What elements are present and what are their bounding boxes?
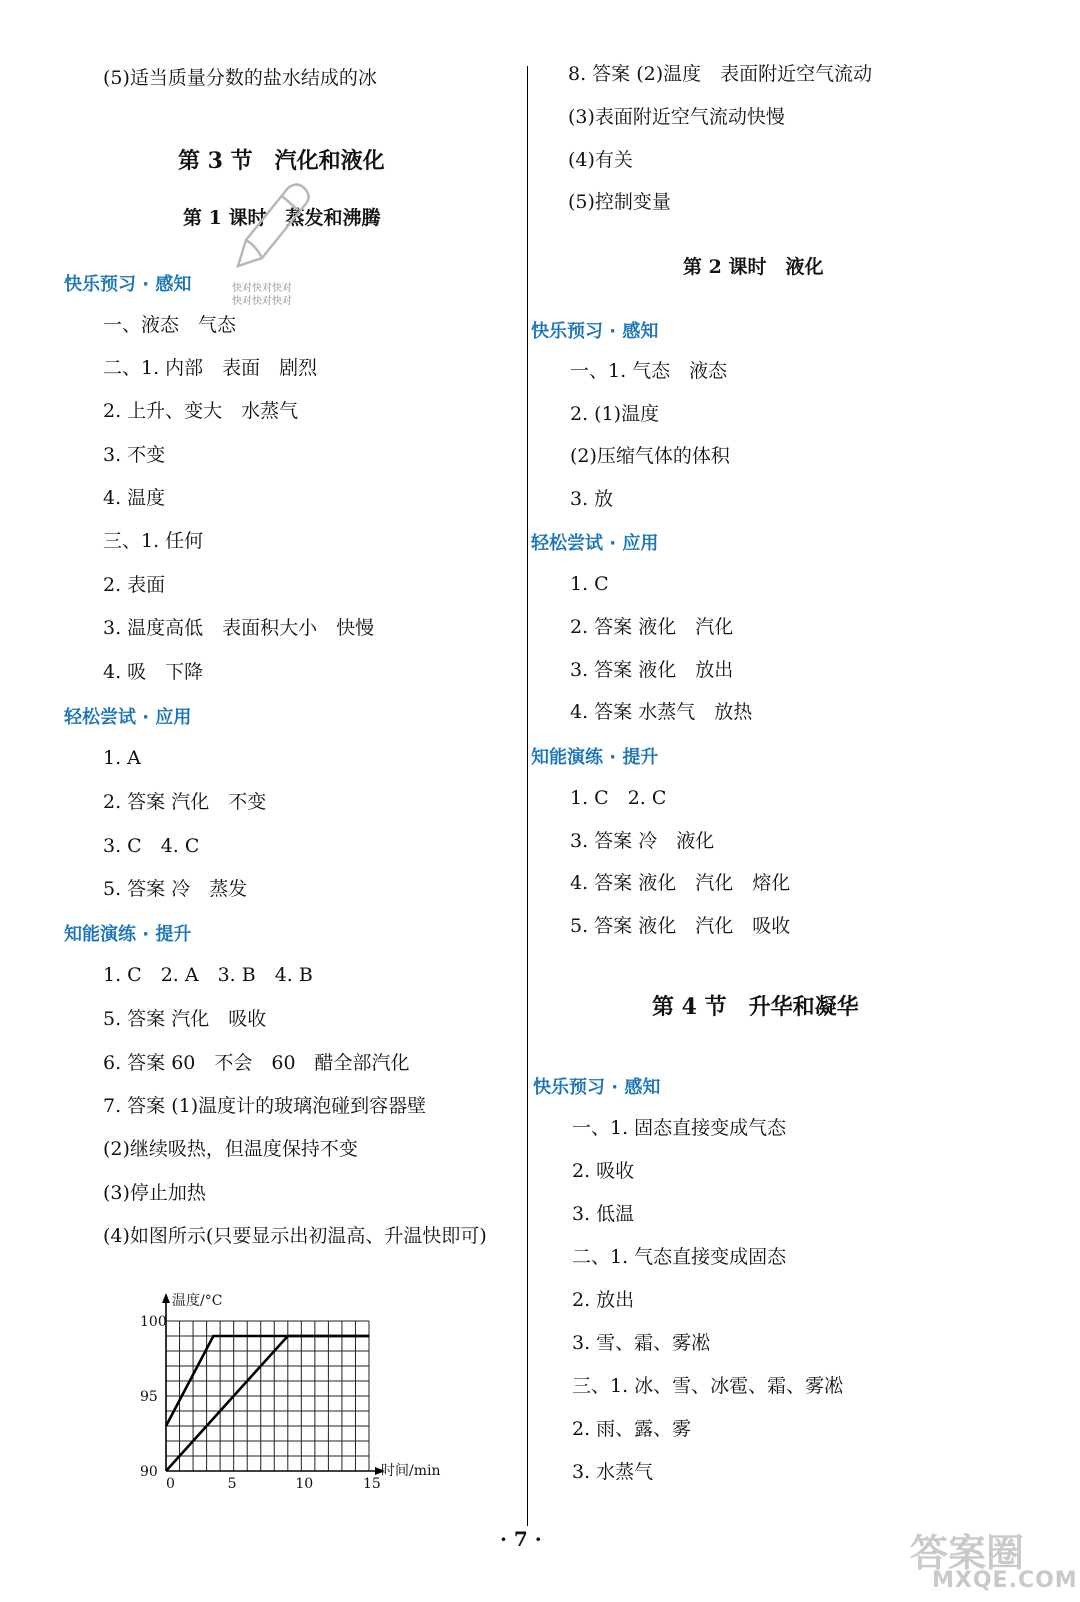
answer-line: 1. C 2. A 3. B 4. B (103, 964, 313, 986)
label-preview: 快乐预习 · 感知 (64, 274, 192, 295)
answer-line: 3. 雪、霜、雾凇 (572, 1332, 711, 1354)
answer-line: 5. 答案 汽化 吸收 (103, 1008, 267, 1030)
page-number: · 7 · (500, 1527, 542, 1551)
x-tick-label: 15 (363, 1476, 381, 1492)
answer-line: (3)表面附近空气流动快慢 (568, 106, 785, 128)
answer-line: 4. 答案 液化 汽化 熔化 (570, 872, 791, 894)
label-preview: 快乐预习 · 感知 (533, 1077, 661, 1098)
answer-line: 3. 低温 (572, 1203, 635, 1225)
answer-line: 6. 答案 60 不会 60 醋全部汽化 (103, 1052, 410, 1074)
label-try: 轻松尝试 · 应用 (531, 533, 659, 554)
answer-line: 5. 答案 液化 汽化 吸收 (570, 915, 791, 937)
answer-line: 1. C (570, 573, 609, 595)
answer-line: 3. 水蒸气 (572, 1461, 654, 1483)
answer-line: 3. 温度高低 表面积大小 快慢 (103, 617, 375, 639)
answer-line: (2)继续吸热，但温度保持不变 (103, 1138, 358, 1160)
answer-line: 3. 放 (570, 488, 614, 510)
label-drill: 知能演练 · 提升 (64, 924, 192, 945)
answer-line: 2. 吸收 (572, 1160, 635, 1182)
stamp-text: 快对快对快对 快对快对快对 (232, 283, 292, 307)
answer-line: 2. 表面 (103, 574, 166, 596)
lesson-title: 第 1 课时 蒸发和沸腾 (183, 207, 381, 229)
y-tick-label: 90 (140, 1464, 158, 1480)
column-divider (527, 66, 528, 1526)
answer-line: 1. A (103, 747, 141, 769)
y-axis-label: 温度/°C (172, 1293, 223, 1309)
answer-line: 4. 吸 下降 (103, 661, 204, 683)
section-title: 第 3 节 汽化和液化 (178, 148, 385, 174)
section4-title: 第 4 节 升华和凝华 (652, 994, 859, 1020)
x-tick-label: 0 (166, 1476, 175, 1492)
answer-line: 7. 答案 (1)温度计的玻璃泡碰到容器壁 (103, 1095, 427, 1117)
answer-line: 2. 上升、变大 水蒸气 (103, 400, 299, 422)
lesson2-title: 第 2 课时 液化 (683, 256, 824, 278)
answer-line: (3)停止加热 (103, 1182, 206, 1204)
answer-line: 2. (1)温度 (570, 403, 660, 425)
answer-line: 2. 雨、露、雾 (572, 1418, 692, 1440)
answer-line: 一、1. 固态直接变成气态 (572, 1117, 787, 1139)
answer-line: (5)控制变量 (568, 191, 671, 213)
answer-line: 2. 答案 汽化 不变 (103, 791, 267, 813)
answer-line: 4. 温度 (103, 487, 166, 509)
answer-line: 8. 答案 (2)温度 表面附近空气流动 (568, 63, 873, 85)
y-axis-arrow (162, 1293, 170, 1303)
answer-line: (4)如图所示(只要显示出初温高、升温快即可) (103, 1225, 487, 1247)
answer-line: 三、1. 任何 (103, 530, 204, 552)
answer-line: 3. 不变 (103, 444, 166, 466)
y-tick-label: 100 (140, 1314, 167, 1330)
answer-line: 二、1. 气态直接变成固态 (572, 1246, 787, 1268)
watermark-logo: 答案圈 MXQE.COM (910, 1531, 1078, 1593)
answer-line: (4)有关 (568, 149, 633, 171)
answer-line: (2)压缩气体的体积 (570, 445, 730, 467)
series-line-original (166, 1336, 369, 1471)
label-preview: 快乐预习 · 感知 (531, 321, 659, 342)
x-axis-label: 时间/min (381, 1463, 441, 1479)
pen-stamp-icon (218, 176, 314, 276)
x-tick-label: 5 (227, 1476, 237, 1492)
label-drill: 知能演练 · 提升 (531, 747, 659, 768)
answer-line: 5. 答案 冷 蒸发 (103, 878, 248, 900)
answer-line: 3. 答案 冷 液化 (570, 830, 715, 852)
answer-line: 3. 答案 液化 放出 (570, 659, 734, 681)
answer-line: 一、1. 气态 液态 (570, 360, 728, 382)
answer-line: 3. C 4. C (103, 835, 200, 857)
answer-line: 2. 放出 (572, 1289, 635, 1311)
y-tick-label: 95 (140, 1389, 158, 1405)
top-line: (5)适当质量分数的盐水结成的冰 (103, 67, 377, 89)
answer-line: 1. C 2. C (570, 787, 667, 809)
answer-line: 4. 答案 水蒸气 放热 (570, 701, 753, 723)
answer-line: 2. 答案 液化 汽化 (570, 616, 734, 638)
answer-line: 三、1. 冰、雪、冰雹、霜、雾凇 (572, 1375, 844, 1397)
temperature-chart (120, 1288, 460, 1513)
x-tick-label: 10 (295, 1476, 314, 1492)
answer-line: 二、1. 内部 表面 剧烈 (103, 357, 318, 379)
label-try: 轻松尝试 · 应用 (64, 707, 192, 728)
answer-line: 一、液态 气态 (103, 314, 237, 336)
